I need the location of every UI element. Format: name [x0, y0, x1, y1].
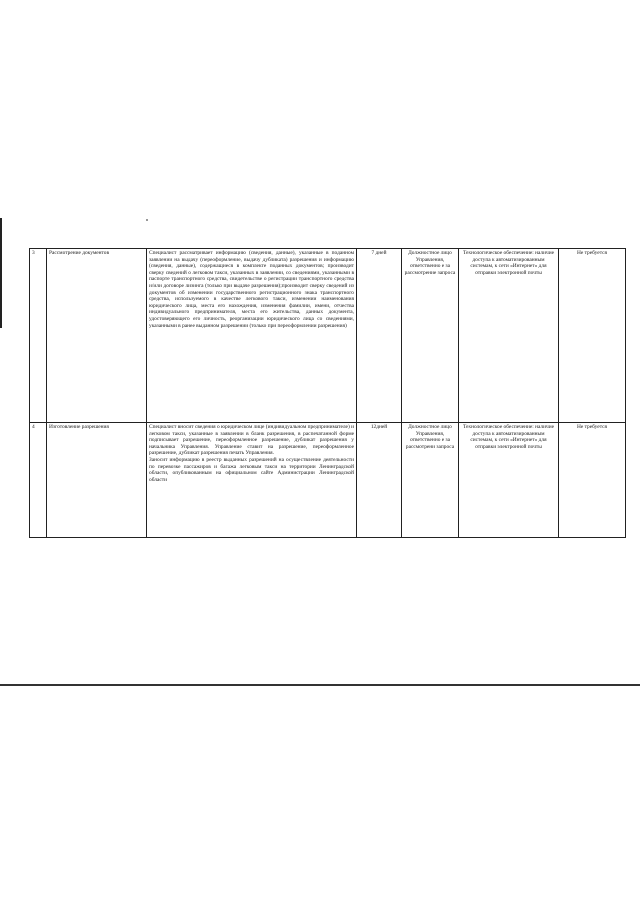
step-number: 3: [30, 249, 47, 423]
step-name: Рассмотрение документов: [47, 249, 147, 423]
step-name: Изготовление разрешения: [47, 423, 147, 538]
table-row: [30, 423, 626, 538]
step-technology: Технологическое обеспечение: наличие доступа к автоматизированным системам, к сети «Интернет» для отправки электронной почты: [459, 249, 559, 423]
step-duration: 7 дней: [357, 249, 402, 423]
step-number: 4: [30, 423, 47, 538]
step-description-text: Специалист вносит сведения о юридическом лице (индивидуальном предпринимателе) и легковом такси, указанные в заявлении в бланк разрешения, в распечатанной форме подписывает разрешение, переоформленное разрешение, дубликат разрешения у начальника Управления. Управление ставит на разрешение, переоформленное разрешение, дубликат разрешения печать Управления. Заносит информацию в реестр выданных разрешений на осуществление деятельности по перевозке пассажиров и багажа легковым такси на территории Ленинградской области, опубликованным на официальном сайте Администрации Ленинградской области: [149, 424, 354, 483]
step-forms: Не требуется: [559, 249, 626, 423]
page-bottom-rule: [0, 684, 640, 686]
step-description: [147, 423, 357, 538]
scan-speck: [146, 219, 148, 221]
table-row: [30, 249, 626, 423]
step-forms: Не требуется: [559, 423, 626, 538]
step-technology: Технологическое обеспечение: наличие доступа к автоматизированным системам, к сети «Интернет» для отправки электронной почты: [459, 423, 559, 538]
step-responsible: Должностное лицо Управления, ответственно е за рассмотрение запроса: [402, 249, 459, 423]
step-responsible: Должностное лицо Управления, ответственно е за рассмотрени запроса: [402, 423, 459, 538]
procedure-table: [29, 248, 626, 538]
scan-edge-mark: [0, 218, 2, 328]
step-description: [147, 249, 357, 423]
step-duration: 12дней: [357, 423, 402, 538]
step-description-text: Специалист рассматривает информацию (сведения, данные), указанные в поданном заявлении на выдачу (переоформление, выдачу дубликата) разрешения и информацию (сведения, данные), содержащиеся в комплекте поданных документов; производит сверку сведений о легковом такси, указанных в заявлении, со сведениями, указанными в паспорте транспортного средства, свидетельстве о регистрации транспортного средства и/или договоре лизинга (только при выдаче разрешения);производит сверку сведений из документов об изменении государственного регистрационного знака транспортного средства, используемого в качестве легкового такси, изменении наименования юридического лица, места его нахождения, изменения фамилии, имени, отчества индивидуального предпринимателя, места его жительства, данных документа, удостоверяющего его личность, реорганизации юридического лица со сведениями, указанными в ранее выданном разрешении (только при переоформлении разрешения): [149, 250, 354, 329]
